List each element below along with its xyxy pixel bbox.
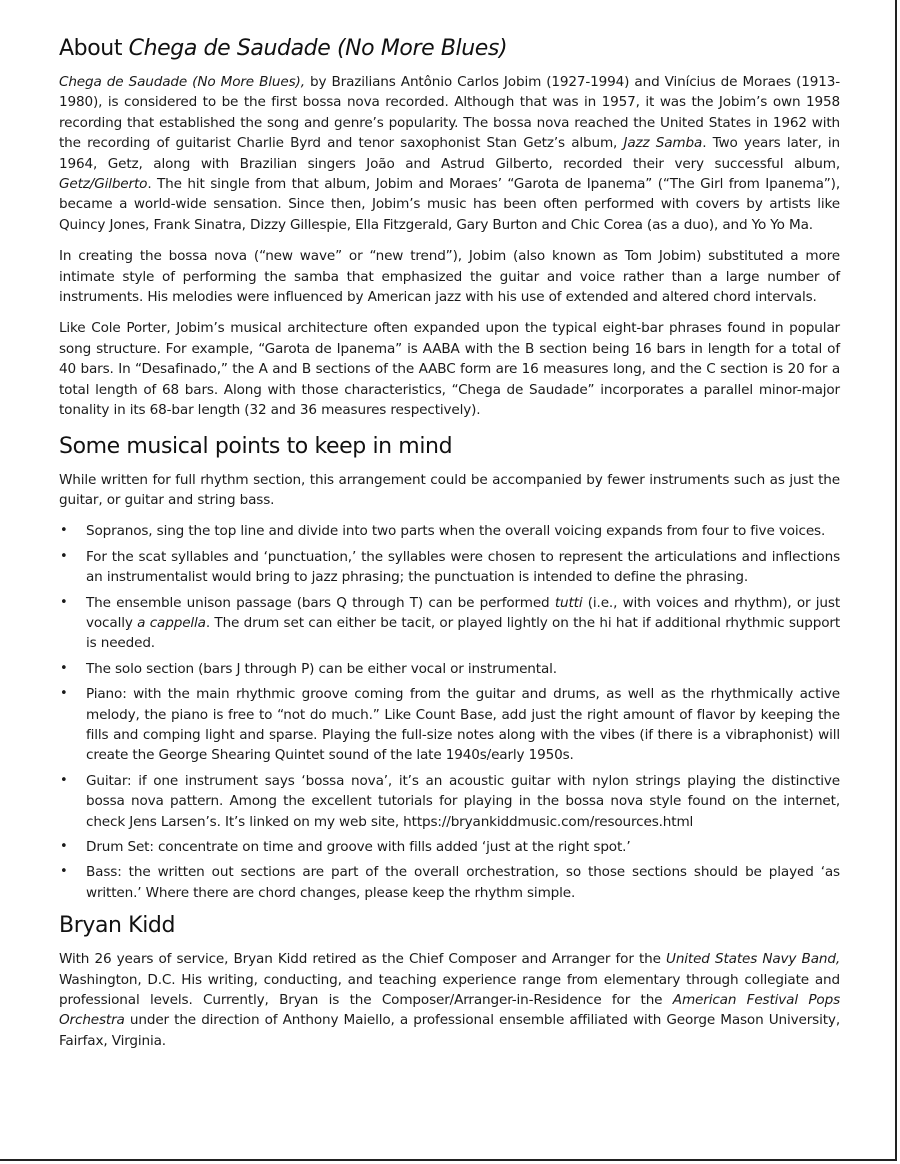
unison-text-1: The ensemble unison passage (bars Q through T) can be performed [86, 594, 555, 611]
list-item-guitar [59, 771, 840, 832]
unison-text-2: (i.e., with voices and rhythm), or just vocally [86, 594, 840, 631]
bio-section [59, 911, 840, 1051]
tutti-italic: tutti [554, 594, 583, 611]
bullet-icon: • [60, 686, 68, 702]
about-heading [59, 34, 840, 64]
bio-text-1: With 26 years of service, Bryan Kidd retired as the Chief Composer and Arranger for the [59, 951, 667, 968]
list-item-text: Bass: the written out sections are part of the overall orchestration, so those sections should be played ‘as written.’ Where there are chord changes, please keep the rhythm simple. [86, 864, 840, 901]
document-body [59, 34, 840, 1062]
bullet-icon: • [60, 594, 68, 610]
navy-band-italic: United States Navy Band, [666, 951, 840, 968]
list-item-sopranos [59, 521, 840, 541]
about-p1-text-3: . The hit single from that album, Jobim and Moraes’ “Garota de Ipanema” (“The Girl from Ipanema”), became a world-wide sensation. Since then, Jobim’s music has been often performed with covers by artists like Quincy Jones, Frank Sinatra, Dizzy Gillespie, Ella Fitzgerald, Gary Burton and Chic Corea (as a duo), and Yo Yo Ma. [59, 176, 840, 233]
bullet-icon: • [60, 864, 68, 880]
list-item-scat [59, 547, 840, 588]
bio-paragraph [59, 949, 840, 1051]
about-heading-title: Chega de Saudade (No More Blues) [128, 36, 508, 61]
bullet-icon: • [60, 660, 68, 676]
album-jazz-samba: Jazz Samba [623, 135, 703, 152]
musical-points-list [59, 521, 840, 903]
unison-text-3: . The drum set can either be tacit, or played lightly on the hi hat if additional rhythmic support is needed. [86, 614, 840, 652]
bio-heading: Bryan Kidd [59, 913, 176, 939]
album-getz-gilberto: Getz/Gilberto [59, 176, 148, 193]
about-p1-text-2: . Two years later, in 1964, Getz, along with Brazilian singers João and Astrud Gilberto, recorded their very successful album, [59, 135, 841, 172]
list-item-text: Piano: with the main rhythmic groove coming from the guitar and drums, as well as the rhythmically active melody, the piano is free to “not do much.” Like Count Base, add just the right amount of flavor by keeping the fills and comping light and sparse. Playing the full-size notes along with the vibes (if there is a vibraphonist) will create the George Shearing Quintet sound of the late 1940s/early 1950s. [86, 686, 840, 764]
musical-points-section [59, 432, 840, 904]
about-p1-text-1: by Brazilians Antônio Carlos Jobim (1927-1994) and Vinícius de Moraes (1913-1980), is considered to be the first bossa nova recorded. Although that was in 1957, it was the Jobim’s own 1958 recording that established the song and genre’s popularity. The bossa nova reached the United States in 1962 with the recording of guitarist Charlie Byrd and tenor saxophonist Stan Getz’s album, [59, 74, 841, 152]
about-section [59, 34, 840, 421]
list-item-drums [59, 837, 840, 857]
song-title-italic: Chega de Saudade (No More Blues), [59, 74, 305, 90]
bio-text-3: under the direction of Anthony Maiello, a professional ensemble affiliated with George Mason University, Fairfax, Virginia. [59, 1012, 840, 1049]
musical-points-heading: Some musical points to keep in mind [59, 433, 453, 459]
list-item-bass [59, 862, 840, 903]
list-item-text: Drum Set: concentrate on time and groove with fills added ‘just at the right spot.’ [86, 839, 631, 855]
list-item-piano [59, 684, 840, 766]
musical-intro: While written for full rhythm section, this arrangement could be accompanied by fewer instruments such as just the guitar, or guitar and string bass. [59, 471, 840, 508]
pops-orchestra-italic: American Festival Pops Orchestra [59, 992, 841, 1029]
bullet-icon: • [60, 839, 68, 854]
about-paragraph-3: Like Cole Porter, Jobim’s musical architecture often expanded upon the typical eight-bar phrases found in popular song structure. For example, “Garota de Ipanema” is AABA with the B section being 16 bars in length for a total of 40 bars. In “Desafinado,” the A and B sections of the AABC form are 16 measures long, and the C section is 20 for a total length of 68 bars. Along with those characteristics, “Chega de Saudade” incorporates a parallel minor-major tonality in its 68-bar length (32 and 36 measures respectively). [59, 320, 840, 419]
about-paragraph-1 [59, 72, 840, 235]
list-item-text: Guitar: if one instrument says ‘bossa nova’, it’s an acoustic guitar with nylon strings playing the distinctive bossa nova pattern. Among the excellent tutorials for playing in the bossa nova style found on the internet, check Jens Larsen’s. It’s linked on my web site, https://bryankiddmusic.com/resources.html [86, 772, 840, 830]
bullet-icon: • [60, 772, 68, 788]
list-item-text: The solo section (bars J through P) can be either vocal or instrumental. [86, 660, 557, 677]
a-cappella-italic: a cappella [137, 614, 206, 631]
list-item-text: Sopranos, sing the top line and divide into two parts when the overall voicing expands from four to five voices. [86, 523, 826, 540]
list-item-text [86, 595, 840, 652]
about-heading-prefix: About [59, 36, 129, 61]
list-item-solo [59, 659, 840, 679]
list-item-text: For the scat syllables and ‘punctuation,’ the syllables were chosen to represent the articulations and inflections an instrumentalist would bring to jazz phrasing; the punctuation is intended to define the phrasing. [86, 548, 840, 586]
list-item-unison [59, 593, 840, 654]
bullet-icon: • [60, 523, 68, 539]
about-paragraph-2: In creating the bossa nova (“new wave” or “new trend”), Jobim (also known as Tom Jobim) substituted a more intimate style of performing the samba that emphasized the guitar and voice rather than a large number of instruments. His melodies were influenced by American jazz with his use of extended and altered chord intervals. [59, 248, 840, 306]
bullet-icon: • [60, 548, 68, 564]
bio-text-2: Washington, D.C. His writing, conducting, and teaching experience range from elementary through collegiate and professional levels. Currently, Bryan is the Composer/Arranger-in-Residence for the [59, 971, 840, 1009]
